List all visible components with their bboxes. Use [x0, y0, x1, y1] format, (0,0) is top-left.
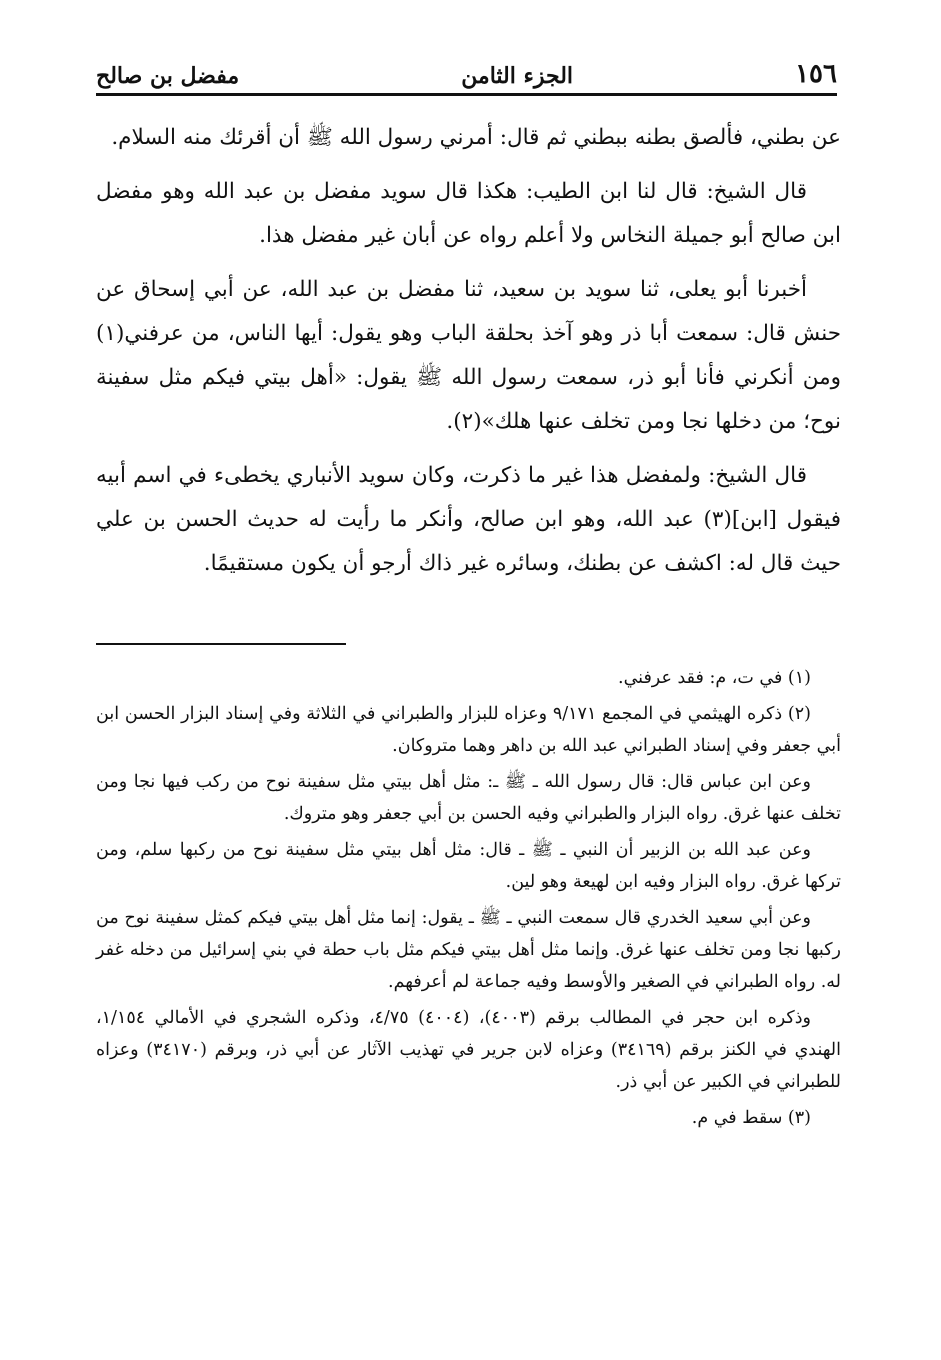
footnote: وعن أبي سعيد الخدري قال سمعت النبي ـ ﷺ ـ يقول: إنما مثل أهل بيتي فيكم كمثل سفينة نوح من ركبها نجا ومن تخلف عنها غرق. وإنما مثل أهل بيتي فيكم مثل باب حطة في بني إسرائيل من دخله غفر له. رواه الطبراني في الصغير والأوسط وفيه جماعة لم أعرفهم.: [96, 908, 841, 992]
footnote-divider: [96, 643, 346, 645]
footnote: (٢) ذكره الهيثمي في المجمع ٩/١٧١ وعزاه للبزار والطبراني في الثلاثة وفي إسناد البزار الحسن ابن أبي جعفر وفي إسناد الطبراني عبد الله بن داهر وهما متروكان.: [96, 704, 841, 756]
footnote: وذكره ابن حجر في المطالب برقم (٤٠٠٣)، (٤٠٠٤) ٤/٧٥، وذكره الشجري في الأمالي ١/١٥٤، الهندي في الكنز برقم (٣٤١٦٩) وعزاه لابن جرير في تهذيب الآثار عن أبي ذر، وبرقم (٣٤١٧٠) وعزاه للطبراني في الكبير عن أبي ذر.: [96, 1008, 841, 1092]
footnote: (١) في ت، م: فقد عرفني.: [618, 668, 811, 688]
paragraph: عن بطني، فألصق بطنه ببطني ثم قال: أمرني رسول الله ﷺ أن أقرئك منه السلام.: [111, 125, 841, 150]
paragraph: قال الشيخ: قال لنا ابن الطيب: هكذا قال سويد مفضل بن عبد الله وهو مفضل ابن صالح أبو جميلة النخاس ولا أعلم رواه عن أبان غير مفضل هذا.: [96, 179, 841, 248]
footnote: (٣) سقط في م.: [691, 1108, 811, 1128]
page-number: ١٥٦: [795, 59, 837, 89]
volume-title: الجزء الثامن: [461, 63, 574, 89]
footnote: وعن عبد الله بن الزبير أن النبي ـ ﷺ ـ قال: مثل أهل بيتي مثل سفينة نوح من ركبها سلم، ومن تركها غرق. رواه البزار وفيه ابن لهيعة وهو لين.: [96, 840, 841, 892]
footnote: وعن ابن عباس قال: قال رسول الله ـ ﷺ ـ: مثل أهل بيتي مثل سفينة نوح من ركب فيها نجا ومن تخلف عنها غرق. رواه البزار والطبراني وفيه الحسن بن أبي جعفر وهو متروك.: [96, 772, 841, 824]
chapter-title: مفضل بن صالح: [96, 63, 240, 89]
page-header: [96, 52, 837, 96]
paragraph: قال الشيخ: ولمفضل هذا غير ما ذكرت، وكان سويد الأنباري يخطىء في اسم أبيه فيقول [ابن](٣) عبد الله، وهو ابن صالح، وأنكر ما رأيت له حديث الحسن بن علي حيث قال له: اكشف عن بطنك، وسائره غير ذاك أرجو أن يكون مستقيمًا.: [96, 463, 841, 576]
paragraph: أخبرنا أبو يعلى، ثنا سويد بن سعيد، ثنا مفضل بن عبد الله، عن أبي إسحاق عن حنش قال: سمعت أبا ذر وهو آخذ بحلقة الباب وهو يقول: أيها الناس، من عرفني(١) ومن أنكرني فأنا أبو ذر، سمعت رسول الله ﷺ يقول: «أهل بيتي فيكم مثل سفينة نوح؛ من دخلها نجا ومن تخلف عنها هلك»(٢).: [96, 277, 841, 434]
footnotes: [96, 662, 841, 1138]
main-text: [96, 116, 841, 596]
